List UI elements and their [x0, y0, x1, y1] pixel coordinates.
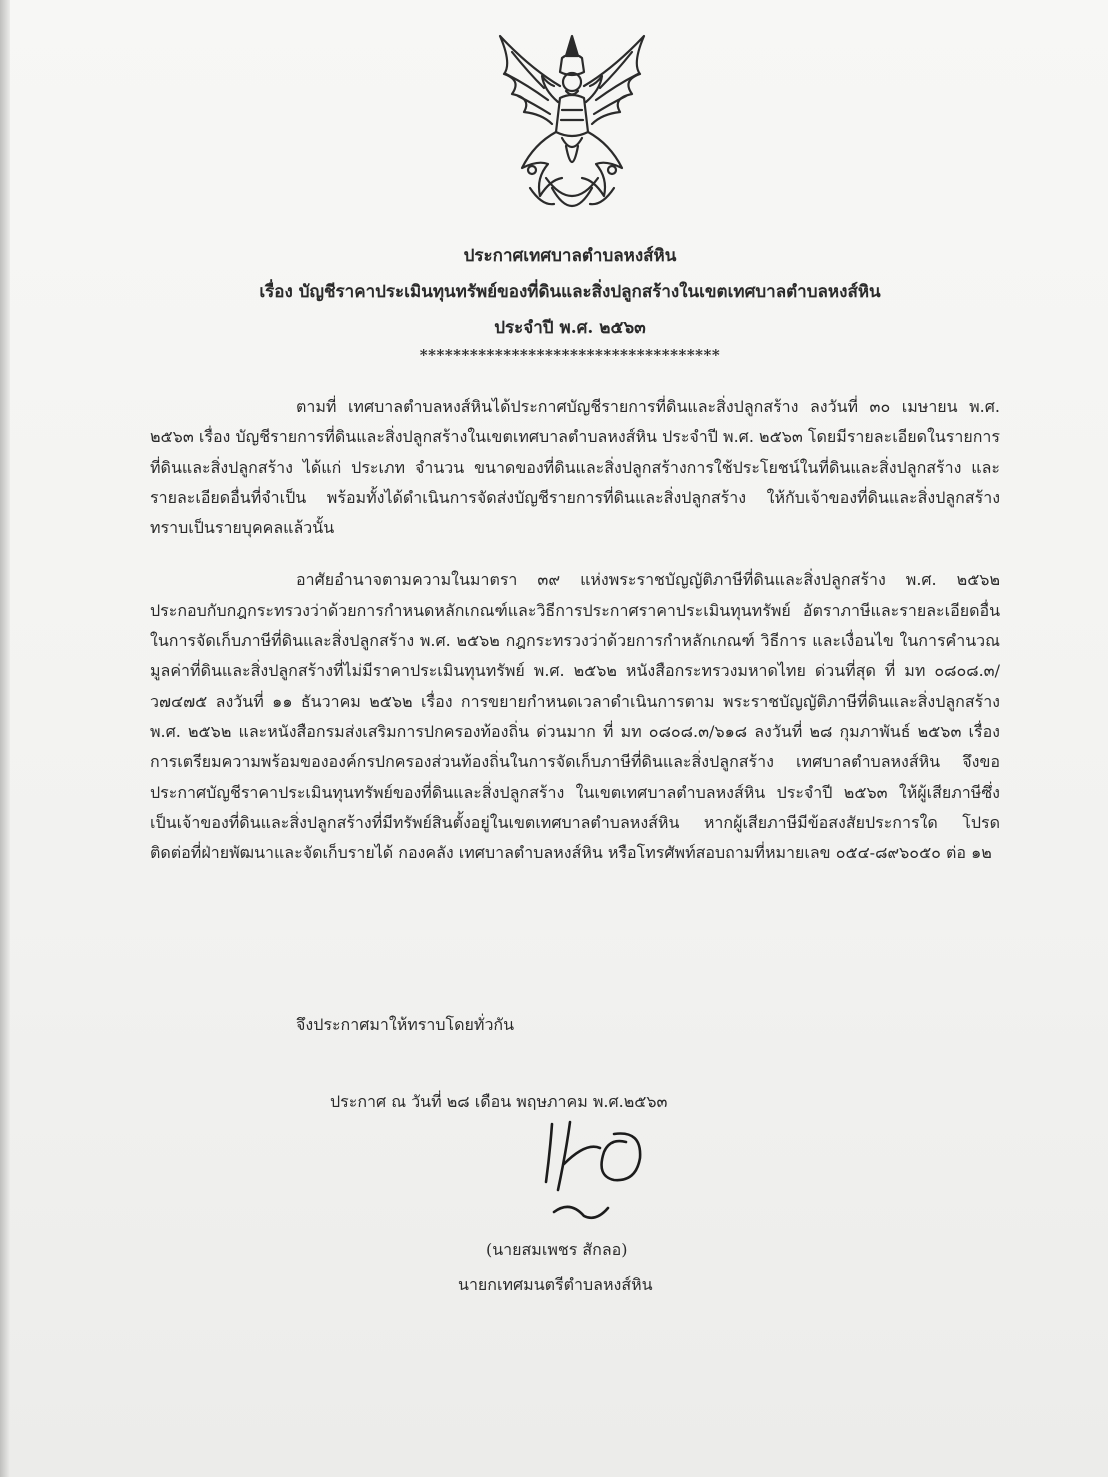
handwritten-signature	[530, 1112, 660, 1232]
announcement-date: ประกาศ ณ วันที่ ๒๘ เดือน พฤษภาคม พ.ศ.๒๕๖๓	[330, 1092, 668, 1111]
body-paragraph-1: ตามที่ เทศบาลตำบลหงส์หินได้ประกาศบัญชีรายการที่ดินและสิ่งปลูกสร้าง ลงวันที่ ๓๐ เมษายน พ.ศ. ๒๕๖๓ เรื่อง บัญชีรายการที่ดินและสิ่งปลูกสร้างในเขตเทศบาลตำบลหงส์หิน ประจำปี พ.ศ. ๒๕๖๓ โดยมีรายละเอียดในรายการที่ดินและสิ่งปลูกสร้าง ได้แก่ ประเภท จำนวน ขนาดของที่ดินและสิ่งปลูกสร้างการใช้ประโยชน์ในที่ดินและสิ่งปลูกสร้าง และรายละเอียดอื่นที่จำเป็น พร้อมทั้งได้ดำเนินการจัดส่งบัญชีรายการที่ดินและสิ่งปลูกสร้าง ให้กับเจ้าของที่ดินและสิ่งปลูกสร้างทราบเป็นรายบุคคลแล้วนั้น	[150, 397, 1000, 538]
closing-statement: จึงประกาศมาให้ทราบโดยทั่วกัน	[296, 1015, 515, 1034]
signer-name: (นายสมเพชร สักลอ)	[486, 1240, 628, 1259]
announcement-header	[150, 238, 990, 364]
announcement-title: ประกาศเทศบาลตำบลหงส์หิน	[463, 246, 677, 266]
announcement-year: ประจำปี พ.ศ. ๒๕๖๓	[494, 318, 646, 338]
announcement-subject: เรื่อง บัญชีราคาประเมินทุนทรัพย์ของที่ดินและสิ่งปลูกสร้างในเขตเทศบาลตำบลหงส์หิน	[259, 282, 881, 302]
header-separator: ************************************	[419, 346, 721, 364]
signer-title: นายกเทศมนตรีตำบลหงส์หิน	[458, 1275, 653, 1294]
body-paragraph-2: อาศัยอำนาจตามความในมาตรา ๓๙ แห่งพระราชบัญญัติภาษีที่ดินและสิ่งปลูกสร้าง พ.ศ. ๒๕๖๒ ประกอบกับกฎกระทรวงว่าด้วยการกำหนดหลักเกณฑ์และวิธีการประกาศราคาประเมินทุนทรัพย์ อัตราภาษีและรายละเอียดอื่นในการจัดเก็บภาษีที่ดินและสิ่งปลูกสร้าง พ.ศ. ๒๕๖๒ กฎกระทรวงว่าด้วยการกำหลักเกณฑ์ วิธีการ และเงื่อนไข ในการคำนวณมูลค่าที่ดินและสิ่งปลูกสร้างที่ไม่มีราคาประเมินทุนทรัพย์ พ.ศ. ๒๕๖๒ หนังสือกระทรวงมหาดไทย ด่วนที่สุด ที่ มท ๐๘๐๘.๓/ว๗๔๗๕ ลงวันที่ ๑๑ ธันวาคม ๒๕๖๒ เรื่อง การขยายกำหนดเวลาดำเนินการตาม พระราชบัญญัติภาษีที่ดินและสิ่งปลูกสร้าง พ.ศ. ๒๕๖๒ และหนังสือกรมส่งเสริมการปกครองท้องถิ่น ด่วนมาก ที่ มท ๐๘๐๘.๓/๖๑๘ ลงวันที่ ๒๘ กุมภาพันธ์ ๒๕๖๓ เรื่อง การเตรียมความพร้อมขององค์กรปกครองส่วนท้องถิ่นในการจัดเก็บภาษีที่ดินและสิ่งปลูกสร้าง เทศบาลตำบลหงส์หิน จึงขอประกาศบัญชีราคาประเมินทุนทรัพย์ของที่ดินและสิ่งปลูกสร้าง ในเขตเทศบาลตำบลหงส์หิน ประจำปี ๒๕๖๓ ให้ผู้เสียภาษีซึ่งเป็นเจ้าของที่ดินและสิ่งปลูกสร้างที่มีทรัพย์สินตั้งอยู่ในเขตเทศบาลตำบลหงส์หิน หากผู้เสียภาษีมีข้อสงสัยประการใด โปรดติดต่อที่ฝ่ายพัฒนาและจัดเก็บรายได้ กองคลัง เทศบาลตำบลหงส์หิน หรือโทรศัพท์สอบถามที่หมายเลข ๐๕๔-๘๙๖๐๕๐ ต่อ ๑๒	[150, 570, 1000, 863]
garuda-emblem-icon	[482, 28, 662, 228]
page-edge-shadow	[0, 0, 10, 1477]
announcement-body	[150, 392, 1000, 890]
